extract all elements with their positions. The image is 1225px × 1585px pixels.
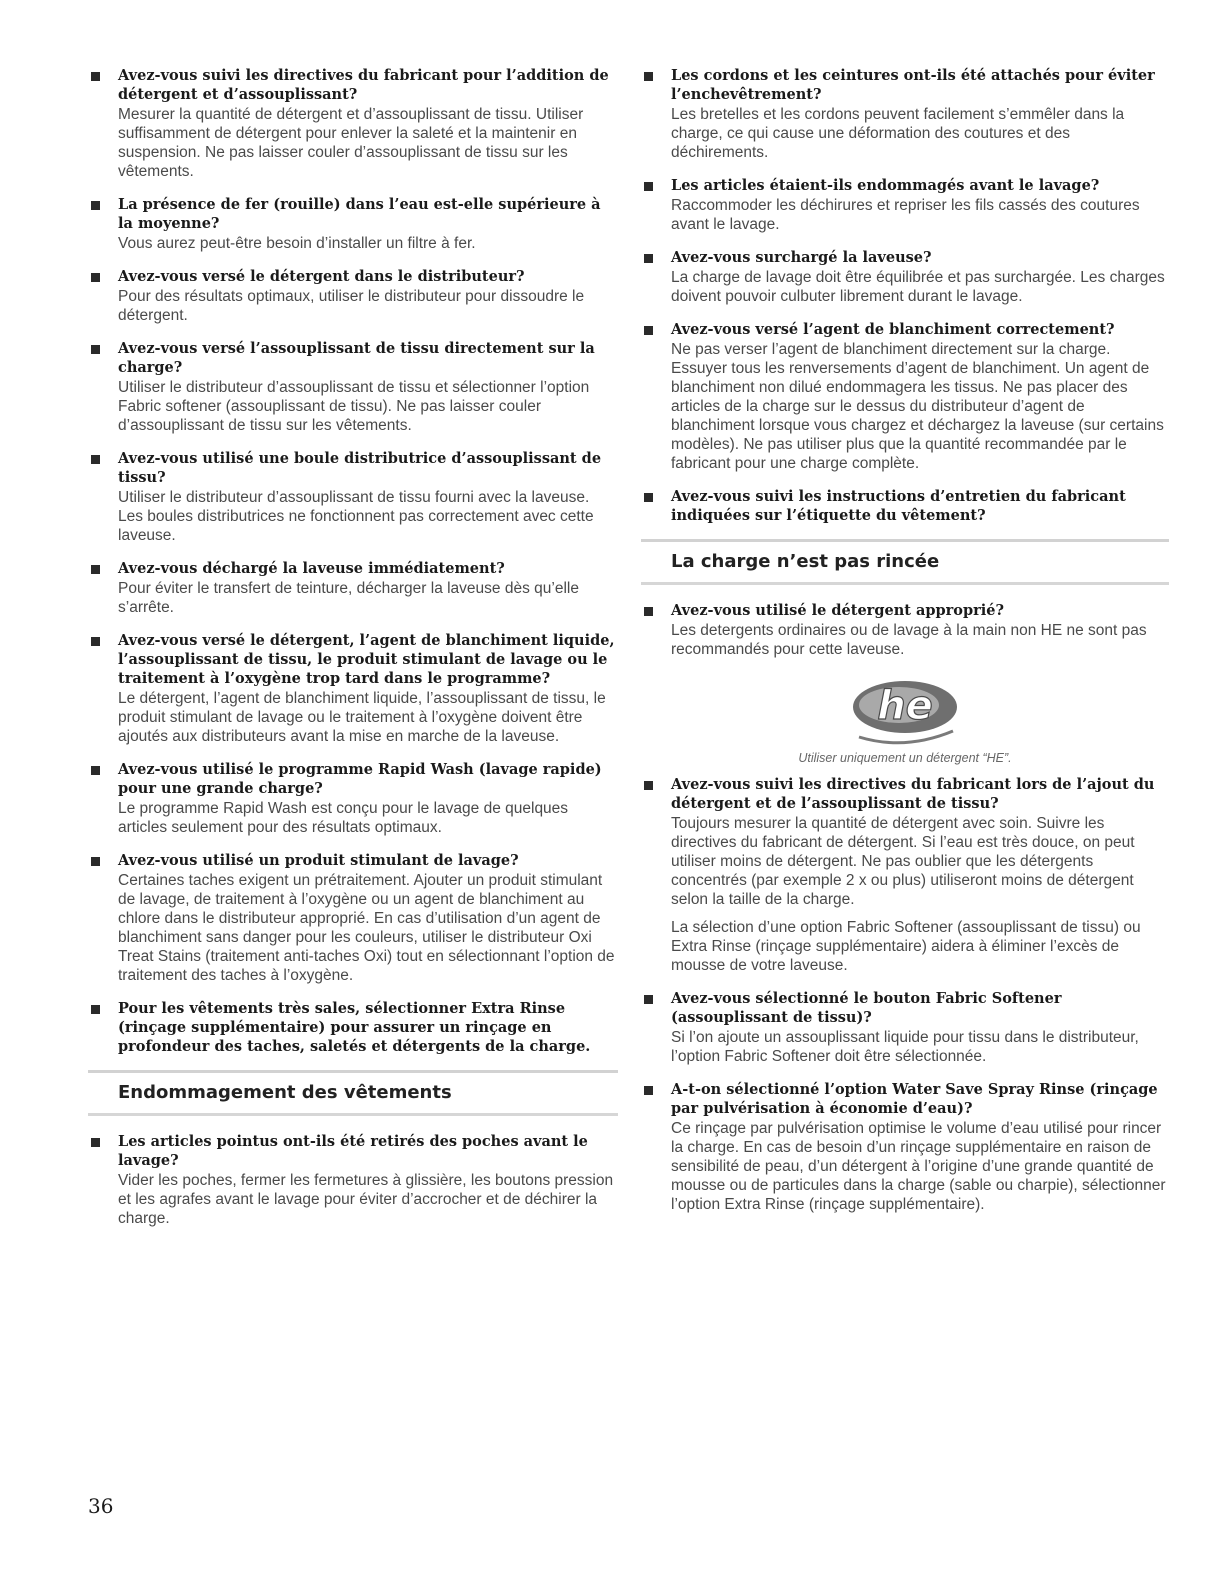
item-question: La présence de fer (rouille) dans l’eau est-elle supérieure à la moyenne?	[118, 196, 601, 232]
square-bullet-icon	[644, 493, 653, 502]
troubleshoot-item	[88, 1132, 618, 1228]
troubleshoot-item	[88, 339, 618, 435]
item-question: Avez-vous utilisé le détergent approprié?	[671, 602, 1004, 619]
troubleshoot-item	[641, 989, 1169, 1066]
item-question: Avez-vous sélectionné le bouton Fabric Softener (assouplissant de tissu)?	[671, 990, 1062, 1026]
troubleshoot-item	[88, 631, 618, 746]
item-question: Avez-vous versé l’agent de blanchiment correctement?	[671, 321, 1115, 338]
troubleshoot-item	[88, 760, 618, 837]
item-answer: Ne pas verser l’agent de blanchiment directement sur la charge. Essuyer tous les renversements d’agent de blanchiment. Un agent de blanchiment non dilué endommagera les tissus. Ne pas placer des articles de la charge sur le dessus du distributeur d’agent de blanchiment lorsque vous chargez et déchargez la laveuse (sur certains modèles). Ne pas utiliser plus que la quantité recommandée par le fabricant pour une charge complète.	[671, 341, 1164, 472]
troubleshoot-item	[88, 999, 618, 1056]
section-title: La charge n’est pas rincée	[671, 551, 940, 572]
item-answer: Mesurer la quantité de détergent et d’assouplissant de tissu. Utiliser suffisamment de détergent pour enlever la saleté et la maintenir en suspension. Ne pas laisser couler d’assouplissant de tissu sur les vêtements.	[118, 106, 584, 180]
item-answer: Utiliser le distributeur d’assouplissant de tissu fourni avec la laveuse. Les boules distributrices ne fonctionnent pas correctement avec cette laveuse.	[118, 489, 594, 544]
item-answer: Si l’on ajoute un assouplissant liquide pour tissu dans le distributeur, l’option Fabric Softener doit être sélectionnée.	[671, 1029, 1139, 1065]
item-answer: Vider les poches, fermer les fermetures à glissière, les boutons pression et les agrafes avant le lavage pour éviter d’accrocher et de déchirer la charge.	[118, 1172, 614, 1227]
item-answer: Le détergent, l’agent de blanchiment liquide, l’assouplissant de tissu, le produit stimulant de lavage ou le traitement à l’oxygène doivent être ajoutés aux distributeurs avant la mise en marche de la laveuse.	[118, 690, 606, 745]
item-answer: Les detergents ordinaires ou de lavage à la main non HE ne sont pas recommandés pour cette laveuse.	[671, 622, 1147, 658]
troubleshoot-item	[641, 248, 1169, 306]
item-question: Avez-vous versé le détergent, l’agent de blanchiment liquide, l’assouplissant de tissu, le produit stimulant de lavage ou le traitement à l’oxygène trop tard dans le programme?	[118, 632, 615, 687]
square-bullet-icon	[91, 72, 100, 81]
item-question: Les cordons et les ceintures ont-ils été attachés pour éviter l’enchevêtrement?	[671, 67, 1155, 103]
troubleshoot-item	[641, 320, 1169, 473]
square-bullet-icon	[91, 201, 100, 210]
troubleshoot-item	[641, 176, 1169, 234]
item-answer: Toujours mesurer la quantité de détergent avec soin. Suivre les directives du fabricant de détergent. Si l’eau est très douce, on peut utiliser moins de détergent. Ne pas oublier que les détergents concentrés (par exemple 2 x ou plus) utiliseront moins de détergent selon la taille de la charge.	[671, 815, 1135, 908]
item-question: Pour les vêtements très sales, sélectionner Extra Rinse (rinçage supplémentaire) pour assurer un rinçage en profondeur des taches, saletés et détergents de la charge.	[118, 1000, 591, 1055]
item-answer: Utiliser le distributeur d’assouplissant de tissu et sélectionner l’option Fabric softener (assouplissant de tissu). Ne pas laisser couler d’assouplissant de tissu sur les vêtements.	[118, 379, 590, 434]
page-number: 36	[88, 1494, 114, 1518]
item-answer: Raccommoder les déchirures et repriser les fils cassés des coutures avant le lavage.	[671, 197, 1140, 233]
square-bullet-icon	[91, 637, 100, 646]
section-title: Endommagement des vêtements	[118, 1082, 452, 1103]
square-bullet-icon	[644, 182, 653, 191]
item-question: Les articles étaient-ils endommagés avant le lavage?	[671, 177, 1100, 194]
item-answer: Certaines taches exigent un prétraitement. Ajouter un produit stimulant de lavage, de traitement à l’oxygène ou un agent de blanchiment au chlore dans le distributeur approprié. En cas d’utilisation d’un agent de blanchiment sans danger pour les couleurs, utiliser le distributeur Oxi Treat Stains (traitement anti-taches Oxi) tout en sélectionnant l’option de traitement des taches à l’oxygène.	[118, 872, 615, 984]
item-answer: Pour des résultats optimaux, utiliser le distributeur pour dissoudre le détergent.	[118, 288, 585, 324]
square-bullet-icon	[91, 273, 100, 282]
item-question: Avez-vous versé le détergent dans le distributeur?	[118, 268, 525, 285]
troubleshoot-item	[641, 1080, 1169, 1214]
troubleshoot-item	[641, 601, 1169, 659]
item-question: Avez-vous suivi les instructions d’entretien du fabricant indiquées sur l’étiquette du vêtement?	[671, 488, 1126, 524]
svg-text:he: he	[877, 683, 933, 729]
troubleshoot-item	[88, 851, 618, 985]
item-question: Avez-vous utilisé le programme Rapid Wash (lavage rapide) pour une grande charge?	[118, 761, 602, 797]
he-logo-caption: Utiliser uniquement un détergent “HE”.	[798, 751, 1012, 765]
he-logo-icon	[849, 673, 961, 745]
item-question: Avez-vous surchargé la laveuse?	[671, 249, 932, 266]
square-bullet-icon	[644, 326, 653, 335]
square-bullet-icon	[91, 857, 100, 866]
troubleshoot-item	[641, 775, 1169, 975]
item-question: Avez-vous utilisé un produit stimulant de lavage?	[118, 852, 519, 869]
square-bullet-icon	[644, 72, 653, 81]
item-question: Les articles pointus ont-ils été retirés des poches avant le lavage?	[118, 1133, 588, 1169]
square-bullet-icon	[91, 1005, 100, 1014]
left-column	[88, 66, 618, 1242]
item-answer: Le programme Rapid Wash est conçu pour le lavage de quelques articles seulement pour des résultats optimaux.	[118, 800, 569, 836]
item-answer: Vous aurez peut-être besoin d’installer un filtre à fer.	[118, 235, 476, 252]
square-bullet-icon	[644, 607, 653, 616]
troubleshoot-item	[641, 487, 1169, 525]
item-answer: Les bretelles et les cordons peuvent facilement s’emmêler dans la charge, ce qui cause une déformation des coutures et des déchirements.	[671, 106, 1125, 161]
right-column	[641, 66, 1169, 1228]
troubleshoot-item	[641, 66, 1169, 162]
troubleshoot-item	[88, 267, 618, 325]
item-question: Avez-vous versé l’assouplissant de tissu directement sur la charge?	[118, 340, 595, 376]
section-header-rinse	[641, 539, 1169, 585]
square-bullet-icon	[91, 766, 100, 775]
he-logo-figure	[641, 673, 1169, 765]
item-answer-extra: La sélection d’une option Fabric Softener (assouplissant de tissu) ou Extra Rinse (rinçage supplémentaire) aidera à éliminer l’excès de mousse de votre laveuse.	[671, 919, 1141, 974]
square-bullet-icon	[644, 254, 653, 263]
square-bullet-icon	[91, 455, 100, 464]
item-answer: La charge de lavage doit être équilibrée et pas surchargée. Les charges doivent pouvoir culbuter librement durant le lavage.	[671, 269, 1165, 305]
item-question: Avez-vous déchargé la laveuse immédiatement?	[118, 560, 505, 577]
troubleshoot-item	[88, 559, 618, 617]
item-question: A-t-on sélectionné l’option Water Save Spray Rinse (rinçage par pulvérisation à économie d’eau)?	[671, 1081, 1158, 1117]
square-bullet-icon	[644, 1086, 653, 1095]
troubleshoot-item	[88, 195, 618, 253]
item-question: Avez-vous suivi les directives du fabricant pour l’addition de détergent et d’assouplissant?	[118, 67, 609, 103]
square-bullet-icon	[91, 345, 100, 354]
item-answer: Pour éviter le transfert de teinture, décharger la laveuse dès qu’elle s’arrête.	[118, 580, 579, 616]
square-bullet-icon	[91, 1138, 100, 1147]
item-question: Avez-vous utilisé une boule distributrice d’assouplissant de tissu?	[118, 450, 602, 486]
square-bullet-icon	[644, 995, 653, 1004]
troubleshoot-item	[88, 449, 618, 545]
item-answer: Ce rinçage par pulvérisation optimise le volume d’eau utilisé pour rincer la charge. En cas de besoin d’un rinçage supplémentaire en raison de sensibilité de peau, d’un détergent à l’origine d’une grande quantité de mousse ou de particules dans la charge (sable ou charpie), sélectionner l’option Extra Rinse (rinçage supplémentaire).	[671, 1120, 1166, 1213]
troubleshoot-item	[88, 66, 618, 181]
square-bullet-icon	[644, 781, 653, 790]
section-header-damage	[88, 1070, 618, 1116]
square-bullet-icon	[91, 565, 100, 574]
item-question: Avez-vous suivi les directives du fabricant lors de l’ajout du détergent et de l’assouplissant de tissu?	[671, 776, 1155, 812]
